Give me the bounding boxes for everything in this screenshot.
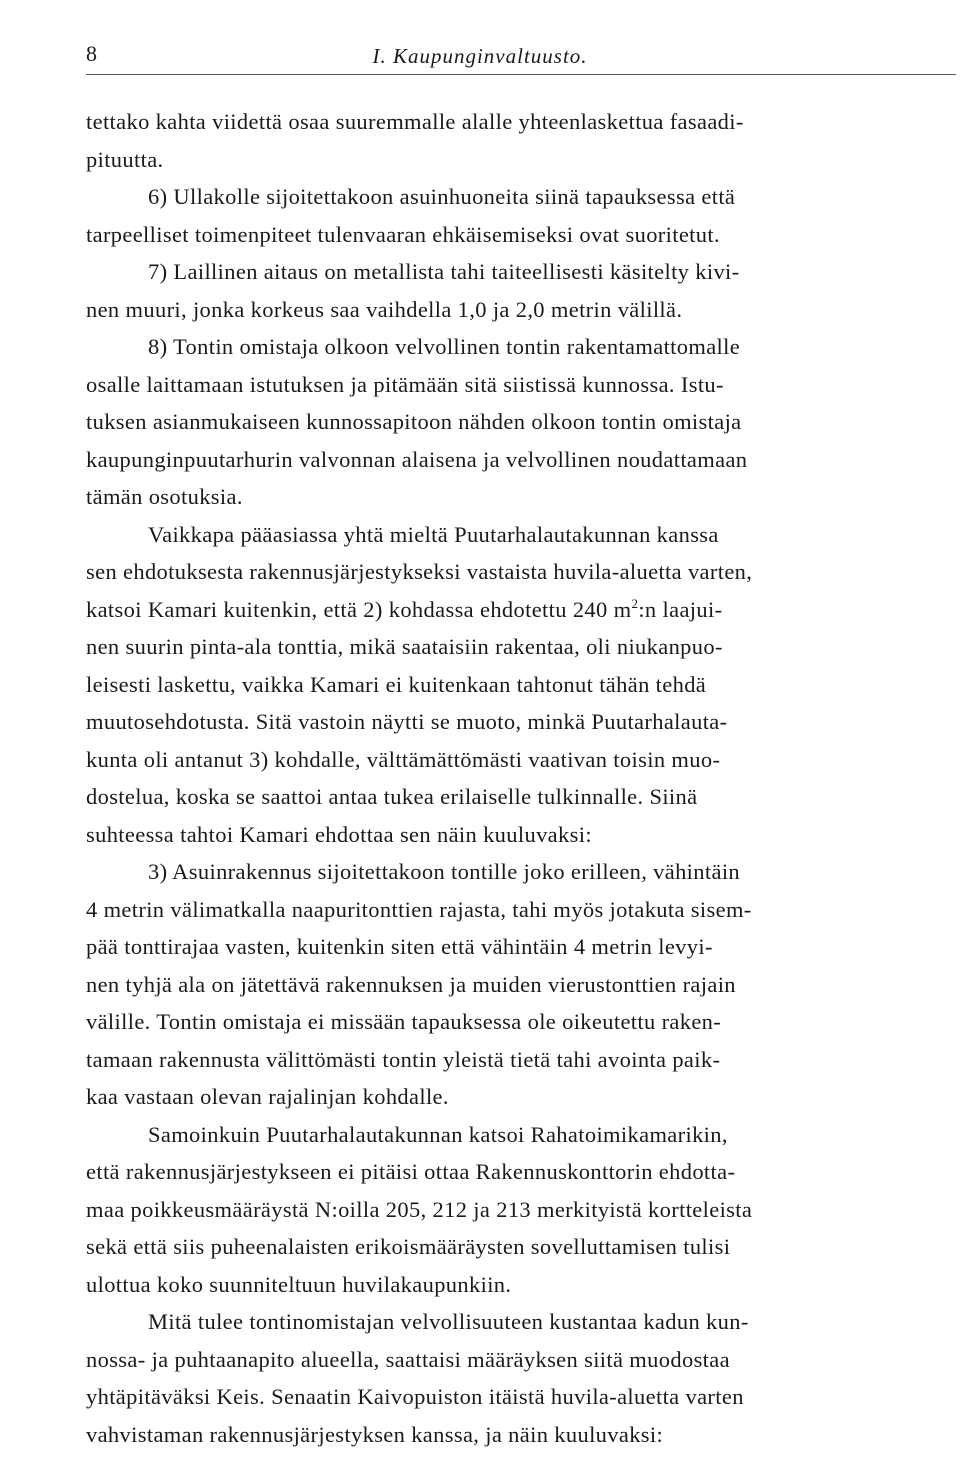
text-line: 7) Laillinen aitaus on metallista tahi taiteellisesti käsitelty kivi- (148, 259, 740, 284)
text-line: osalle laittamaan istutuksen ja pitämään sitä siistissä kunnossa. Istu- (86, 371, 724, 397)
text-line: ulottua koko suunniteltuun huvilakaupunkiin. (86, 1271, 512, 1297)
text-line: nen suurin pinta-ala tonttia, mikä saataisiin rakentaa, oli niukanpuo- (86, 634, 723, 659)
text-line: muutosehdotusta. Sitä vastoin näytti se muoto, minkä Puutarhalauta- (86, 709, 728, 734)
text-line: kaa vastaan olevan rajalinjan kohdalle. (86, 1084, 449, 1109)
text-line: tettako kahta viidettä osaa suuremmalle alalle yhteenlaskettua fasaadi- (86, 109, 744, 134)
text-line: sekä että siis puheenalaisten erikoismääräysten sovelluttamisen tulisi (86, 1234, 731, 1259)
text-line: Vaikkapa pääasiassa yhtä mieltä Puutarhalautakunnan kanssa (148, 521, 719, 547)
text-line: Samoinkuin Puutarhalautakunnan katsoi Rahatoimikamarikin, (148, 1121, 728, 1147)
text-line: suhteessa tahtoi Kamari ehdottaa sen näin kuuluvaksi: (86, 821, 592, 847)
text-line: maa poikkeusmääräystä N:oilla 205, 212 ja 213 merkityistä kortteleista (86, 1196, 753, 1222)
text-line: vahvistaman rakennusjärjestyksen kanssa, ja näin kuuluvaksi: (86, 1421, 664, 1447)
text-line: tämän osotuksia. (86, 484, 243, 509)
text-line: sen ehdotuksesta rakennusjärjestykseksi vastaista huvila-aluetta varten, (86, 559, 753, 584)
header-rule (86, 74, 956, 75)
text-line: pituutta. (86, 146, 164, 172)
text-line: nen muuri, jonka korkeus saa vaihdella 1,0 ja 2,0 metrin välillä. (86, 296, 683, 322)
text-segment: katsoi Kamari kuitenkin, että 2) kohdassa ehdotettu 240 m (86, 596, 632, 622)
text-line: tamaan rakennusta välittömästi tontin yleistä tietä tahi avointa paik- (86, 1046, 721, 1072)
text-line: yhtäpitäväksi Keis. Senaatin Kaivopuiston itäistä huvila-aluetta varten (86, 1384, 744, 1409)
page-number: 8 (86, 41, 97, 66)
text-line: leisesti laskettu, vaikka Kamari ei kuitenkaan tahtonut tähän tehdä (86, 671, 707, 697)
text-line: tuksen asianmukaiseen kunnossapitoon nähden olkoon tontin omistaja (86, 409, 742, 434)
superscript: 2 (631, 595, 639, 611)
text-line: nen tyhjä ala on jätettävä rakennuksen ja muiden vierustonttien rajain (86, 971, 736, 997)
text-line: 6) Ullakolle sijoitettakoon asuinhuoneita siinä tapauksessa että (148, 184, 736, 209)
text-line: että rakennusjärjestykseen ei pitäisi ottaa Rakennuskonttorin ehdotta- (86, 1159, 736, 1184)
text-line-with-superscript (86, 591, 956, 629)
page-header (0, 0, 960, 80)
text-line: 4 metrin välimatkalla naapuritonttien rajasta, tahi myös jotakuta sisem- (86, 896, 752, 922)
text-line: nossa- ja puhtaanapito alueella, saattaisi määräyksen siitä muodostaa (86, 1346, 730, 1372)
text-line: 3) Asuinrakennus sijoitettakoon tontille joko erilleen, vähintäin (148, 859, 741, 884)
text-line: pää tonttirajaa vasten, kuitenkin siten että vähintäin 4 metrin levyi- (86, 934, 713, 959)
text-line: tarpeelliset toimenpiteet tulenvaaran ehkäisemiseksi ovat suoritetut. (86, 221, 720, 247)
text-line: välille. Tontin omistaja ei missään tapauksessa ole oikeutettu raken- (86, 1009, 722, 1034)
text-line: kaupunginpuutarhurin valvonnan alaisena ja velvollinen noudattamaan (86, 446, 748, 472)
running-title: I. Kaupunginvaltuusto. (372, 44, 588, 68)
text-line: Mitä tulee tontinomistajan velvollisuuteen kustantaa kadun kun- (148, 1309, 749, 1334)
text-line: 8) Tontin omistaja olkoon velvollinen tontin rakentamattomalle (148, 334, 741, 359)
body-text (86, 103, 956, 1453)
text-line: kunta oli antanut 3) kohdalle, välttämättömästi vaativan toisin muo- (86, 746, 721, 772)
text-line: dostelua, koska se saattoi antaa tukea erilaiselle tulkinnalle. Siinä (86, 784, 698, 809)
text-segment: :n laajui- (638, 596, 723, 622)
